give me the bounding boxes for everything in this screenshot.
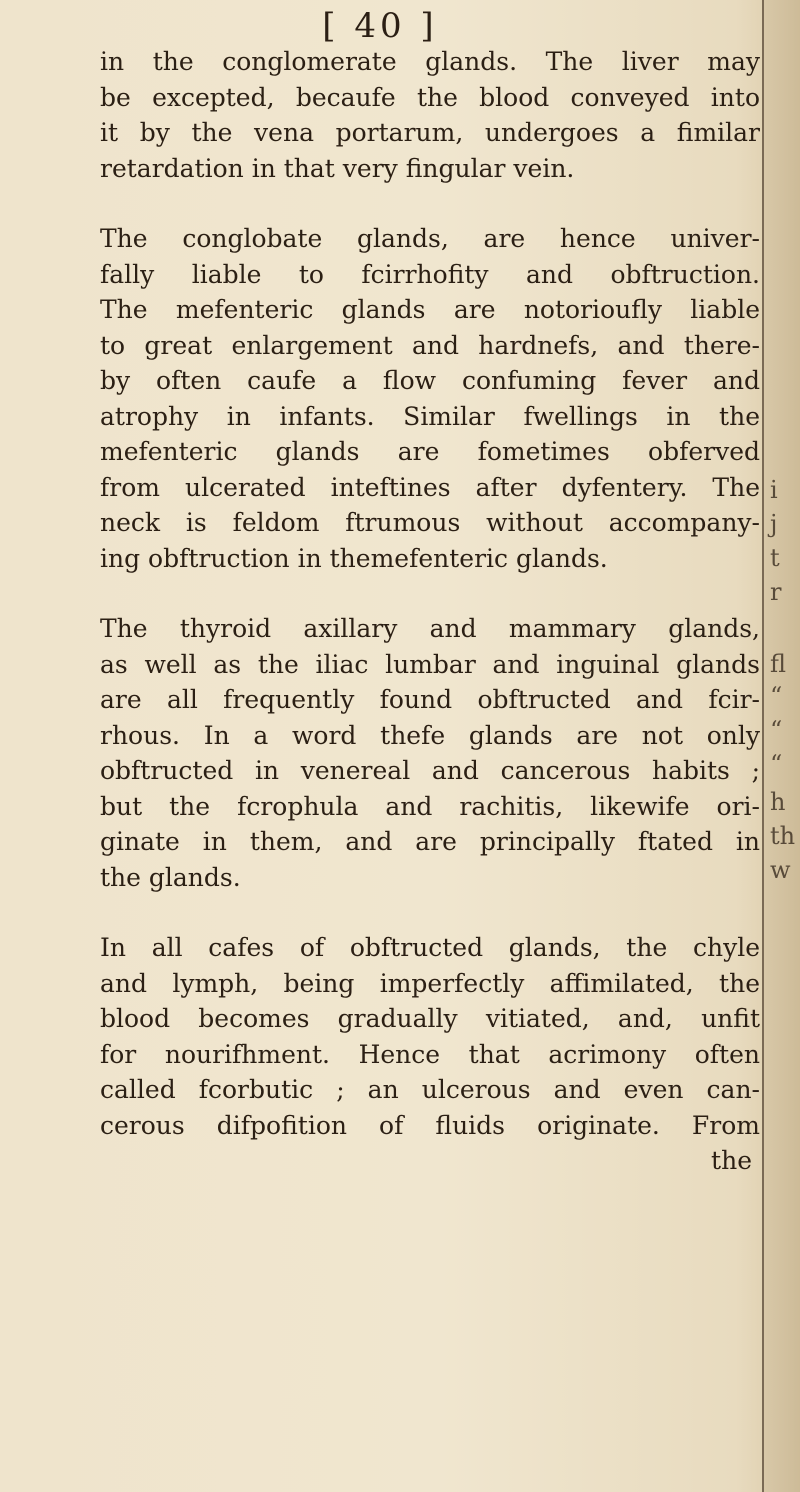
paragraph-2	[100, 221, 760, 576]
text-line: to great enlargement and hardnefs, and there-	[100, 330, 760, 360]
paragraph-3	[100, 611, 760, 895]
text-line: be excepted, becaufe the blood conveyed into	[100, 82, 760, 112]
catchword: the	[711, 1146, 752, 1175]
text-line: as well as the iliac lumbar and inguinal glands	[100, 649, 760, 679]
text-line: blood becomes gradually vitiated, and, unfit	[100, 1004, 760, 1033]
text-line: the glands.	[100, 862, 241, 892]
facing-page-fragment: t	[770, 544, 780, 572]
text-line: obftructed in venereal and cancerous habits ;	[100, 756, 760, 785]
facing-page-fragment: h	[770, 788, 786, 816]
text-line: The thyroid axillary and mammary glands,	[100, 614, 760, 643]
text-line: rhous. In a word thefe glands are not only	[100, 720, 760, 750]
text-line: but the fcrophula and rachitis, likewife ori-	[100, 791, 760, 821]
text-line: atrophy in infants. Similar fwellings in the	[100, 401, 760, 431]
text-line: called fcorbutic ; an ulcerous and even can-	[100, 1075, 760, 1104]
text-line: are all frequently found obftructed and fcir-	[100, 685, 760, 714]
facing-page-fragment: r	[770, 578, 782, 606]
facing-page-fragment: j	[770, 510, 778, 538]
text-line: cerous difpofition of fluids originate. From	[100, 1110, 760, 1140]
paragraph-4	[100, 930, 760, 1179]
text-line: in the conglomerate glands. The liver may	[100, 47, 760, 76]
text-line: and lymph, being imperfectly affimilated, the	[100, 968, 760, 998]
text-line: mefenteric glands are fometimes obferved	[100, 437, 760, 466]
text-line: by often caufe a flow confuming fever and	[100, 366, 760, 395]
facing-page-fragment: w	[770, 856, 791, 884]
text-line: In all cafes of obftructed glands, the chyle	[100, 933, 760, 962]
page-number: [ 40 ]	[322, 6, 438, 46]
text-line: from ulcerated inteftines after dyfentery. The	[100, 472, 760, 502]
text-line: for nourifhment. Hence that acrimony often	[100, 1039, 760, 1069]
facing-page-fragment: i	[770, 476, 778, 504]
text-line: The mefenteric glands are notorioufly liable	[100, 295, 760, 324]
text-line: it by the vena portarum, undergoes a fimilar	[100, 118, 760, 147]
facing-page-fragment: th	[770, 822, 796, 850]
text-line: retardation in that very fingular vein.	[100, 153, 575, 183]
text-line: ing obftruction in themefenteric glands.	[100, 543, 608, 573]
text-line: ginate in them, and are principally ftated in	[100, 827, 760, 856]
page-body	[100, 44, 760, 1179]
facing-page-edge	[762, 0, 800, 1492]
facing-page-fragment: “	[770, 682, 783, 710]
facing-page-fragment: “	[770, 716, 783, 744]
paragraph-1	[100, 44, 760, 186]
text-line: fally liable to fcirrhofity and obftruction.	[100, 259, 760, 289]
text-line: neck is feldom ftrumous without accompany-	[100, 508, 760, 537]
text-line: The conglobate glands, are hence univer-	[100, 224, 760, 253]
facing-page-fragment: fl	[770, 650, 787, 678]
facing-page-fragment: “	[770, 750, 783, 778]
